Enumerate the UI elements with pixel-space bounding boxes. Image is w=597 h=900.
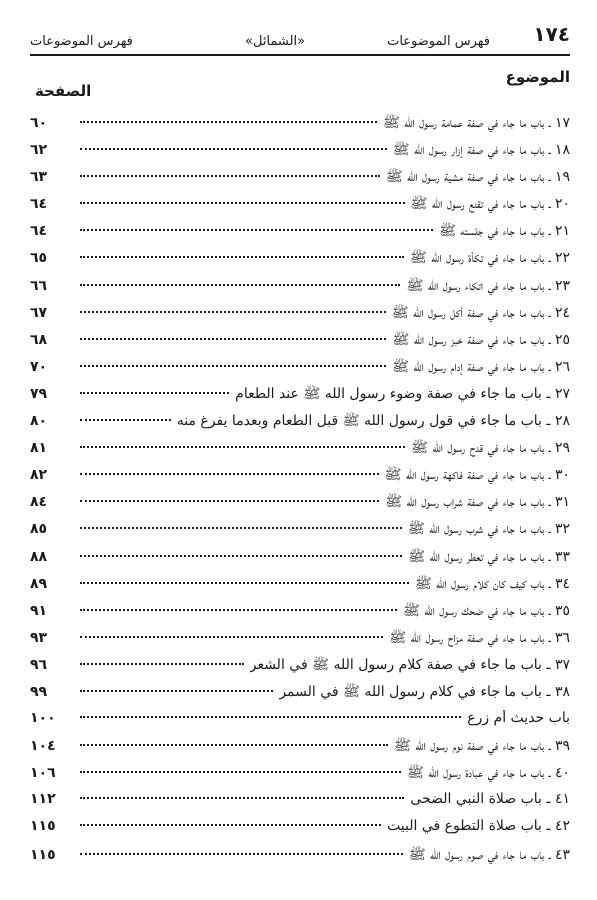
column-headings	[30, 68, 570, 100]
book-title: «الشمائل»	[245, 34, 306, 49]
entry-page-number: ٦٦	[30, 277, 48, 294]
dot-leader	[80, 202, 405, 204]
dot-leader	[80, 338, 386, 340]
entry-title: ٢٤ ـ باب ما جاء في صفة أكل رسول الله ﷺ	[391, 304, 570, 321]
entry-title: ٣٢ ـ باب ما جاء في شرب رسول الله ﷺ	[407, 521, 570, 538]
contents-entry	[30, 520, 570, 547]
contents-entry	[30, 683, 570, 710]
contents-entry	[30, 141, 570, 168]
entry-page-number: ٦٤	[30, 223, 48, 240]
entry-title: ٣٧ ـ باب ما جاء في صفة كلام رسول الله ﷺ في الشعر	[249, 656, 570, 673]
entry-title: ٤٢ ـ باب صلاة التطوع في البيت	[387, 818, 570, 835]
entry-page-number: ٩٩	[30, 683, 48, 700]
contents-entry	[30, 791, 570, 818]
contents-entry	[30, 710, 570, 737]
page-column-heading: الصفحة	[35, 82, 92, 100]
dot-leader	[80, 636, 383, 638]
contents-entry	[30, 114, 570, 141]
contents-entry	[30, 656, 570, 683]
page-number: ١٧٤	[533, 22, 570, 46]
entry-page-number: ١٠٦	[30, 765, 56, 782]
entry-page-number: ٦٥	[30, 250, 48, 267]
contents-entry	[30, 575, 570, 602]
contents-entry	[30, 385, 570, 412]
dot-leader	[80, 824, 381, 826]
section-title: فهرس الموضوعات	[387, 34, 490, 49]
entry-title: باب حديث أم زرع	[467, 710, 570, 727]
contents-entry	[30, 331, 570, 358]
entry-page-number: ١١٢	[30, 791, 56, 808]
entry-title: ٢٦ ـ باب ما جاء في صفة إدام رسول الله ﷺ	[392, 358, 570, 375]
dot-leader	[80, 148, 387, 150]
contents-entry	[30, 168, 570, 195]
contents-entry	[30, 439, 570, 466]
dot-leader	[80, 797, 404, 799]
dot-leader	[80, 175, 380, 177]
entry-page-number: ١١٥	[30, 818, 56, 835]
entry-page-number: ١١٥	[30, 846, 56, 863]
entry-page-number: ١٠٠	[30, 710, 56, 727]
entry-title: ٣٠ ـ باب ما جاء في صفة فاكهة رسول الله ﷺ	[384, 467, 570, 484]
contents-entry	[30, 222, 570, 249]
dot-leader	[80, 446, 405, 448]
entry-page-number: ٦٨	[30, 331, 48, 348]
entry-page-number: ٨٩	[30, 575, 48, 592]
contents-entry	[30, 548, 570, 575]
entry-title: ٢١ ـ باب ما جاء في جلسته ﷺ	[439, 223, 570, 240]
entry-page-number: ٨٥	[30, 521, 48, 538]
entry-title: ٢٢ ـ باب ما جاء في تكأة رسول الله ﷺ	[409, 250, 570, 267]
entry-page-number: ٧٩	[30, 385, 48, 402]
dot-leader	[80, 555, 402, 557]
entry-title: ١٨ ـ باب ما جاء في صفة إزار رسول الله ﷺ	[392, 142, 570, 159]
entry-title: ١٩ ـ باب ما جاء في صفة مشية رسول الله ﷺ	[385, 169, 570, 186]
dot-leader	[80, 500, 379, 502]
entry-title: ٤٣ ـ باب ما جاء في صوم رسول الله ﷺ	[408, 846, 570, 863]
header-rule	[30, 54, 570, 56]
entry-title: ٣٦ ـ باب ما جاء في صفة مزاح رسول الله ﷺ	[389, 629, 570, 646]
dot-leader	[80, 853, 403, 855]
entry-page-number: ٧٠	[30, 358, 48, 375]
entry-page-number: ٨٨	[30, 548, 48, 565]
contents-entry	[30, 818, 570, 845]
dot-leader	[80, 663, 244, 665]
entry-page-number: ٨٠	[30, 413, 48, 430]
contents-entry	[30, 764, 570, 791]
dot-leader	[80, 771, 401, 773]
contents-entry	[30, 358, 570, 385]
dot-leader	[80, 256, 404, 258]
entry-title: ٤١ ـ باب صلاة النبي الضحى	[410, 791, 570, 808]
entry-page-number: ٦٢	[30, 142, 48, 159]
entry-page-number: ٩٣	[30, 629, 48, 646]
entry-page-number: ٦٤	[30, 196, 48, 213]
entry-title: ٣٩ ـ باب ما جاء في صفة نوم رسول الله ﷺ	[394, 738, 570, 755]
dot-leader	[80, 365, 386, 367]
dot-leader	[80, 229, 433, 231]
entry-page-number: ٦٣	[30, 169, 48, 186]
contents-entry	[30, 629, 570, 656]
contents-entry	[30, 277, 570, 304]
entry-title: ٢٧ ـ باب ما جاء في صفة وضوء رسول الله ﷺ عند الطعام	[235, 385, 570, 402]
dot-leader	[80, 311, 386, 313]
entry-page-number: ٩٦	[30, 656, 48, 673]
entry-title: ٣٨ ـ باب ما جاء في كلام رسول الله ﷺ في السمر	[279, 683, 570, 700]
entry-title: ٢٨ ـ باب ما جاء في قول رسول الله ﷺ قبل الطعام وبعدما يفرغ منه	[176, 413, 570, 430]
entry-page-number: ١٠٤	[30, 738, 56, 755]
dot-leader	[80, 419, 171, 421]
dot-leader	[80, 121, 377, 123]
entry-title: ٢٣ ـ باب ما جاء في اتكاء رسول الله ﷺ	[406, 277, 570, 294]
contents-entry	[30, 412, 570, 439]
contents-entry	[30, 493, 570, 520]
dot-leader	[80, 690, 273, 692]
dot-leader	[80, 582, 409, 584]
entry-page-number: ٨٢	[30, 467, 48, 484]
dot-leader	[80, 744, 388, 746]
entry-page-number: ٦٠	[30, 115, 48, 131]
entry-page-number: ٦٧	[30, 304, 48, 321]
topic-column-heading: الموضوع	[505, 68, 570, 86]
contents-entry	[30, 737, 570, 764]
entry-title: ١٧ ـ باب ما جاء في صفة عمامة رسول الله ﷺ	[382, 115, 570, 131]
contents-entry	[30, 195, 570, 222]
contents-entry	[30, 846, 570, 873]
entry-title: ٢٠ ـ باب ما جاء في تقنع رسول الله ﷺ	[410, 196, 570, 213]
entry-title: ٣٥ ـ باب ما جاء في ضحك رسول الله ﷺ	[403, 602, 570, 619]
entry-title: ٣٤ ـ باب كيف كان كلام رسول الله ﷺ	[414, 575, 570, 592]
contents-list	[30, 114, 570, 873]
dot-leader	[80, 392, 229, 394]
index-title: فهرس الموضوعات	[30, 34, 133, 49]
dot-leader	[80, 284, 400, 286]
contents-entry	[30, 249, 570, 276]
dot-leader	[80, 609, 397, 611]
entry-title: ٢٥ ـ باب ما جاء في صفة خبز رسول الله ﷺ	[392, 331, 570, 348]
contents-entry	[30, 466, 570, 493]
entry-title: ٤٠ ـ باب ما جاء في عبادة رسول الله ﷺ	[406, 765, 570, 782]
contents-entry	[30, 602, 570, 629]
entry-title: ٣١ ـ باب ما جاء في صفة شراب رسول الله ﷺ	[385, 494, 570, 511]
dot-leader	[80, 716, 461, 718]
contents-entry	[30, 304, 570, 331]
entry-title: ٢٩ ـ باب ما جاء في قدح رسول الله ﷺ	[411, 440, 570, 457]
entry-page-number: ٨٤	[30, 494, 48, 511]
entry-title: ٣٣ ـ باب ما جاء في تعطر رسول الله ﷺ	[408, 548, 570, 565]
dot-leader	[80, 527, 402, 529]
entry-page-number: ٨١	[30, 440, 48, 457]
dot-leader	[80, 473, 379, 475]
running-header	[30, 22, 570, 56]
entry-page-number: ٩١	[30, 602, 48, 619]
